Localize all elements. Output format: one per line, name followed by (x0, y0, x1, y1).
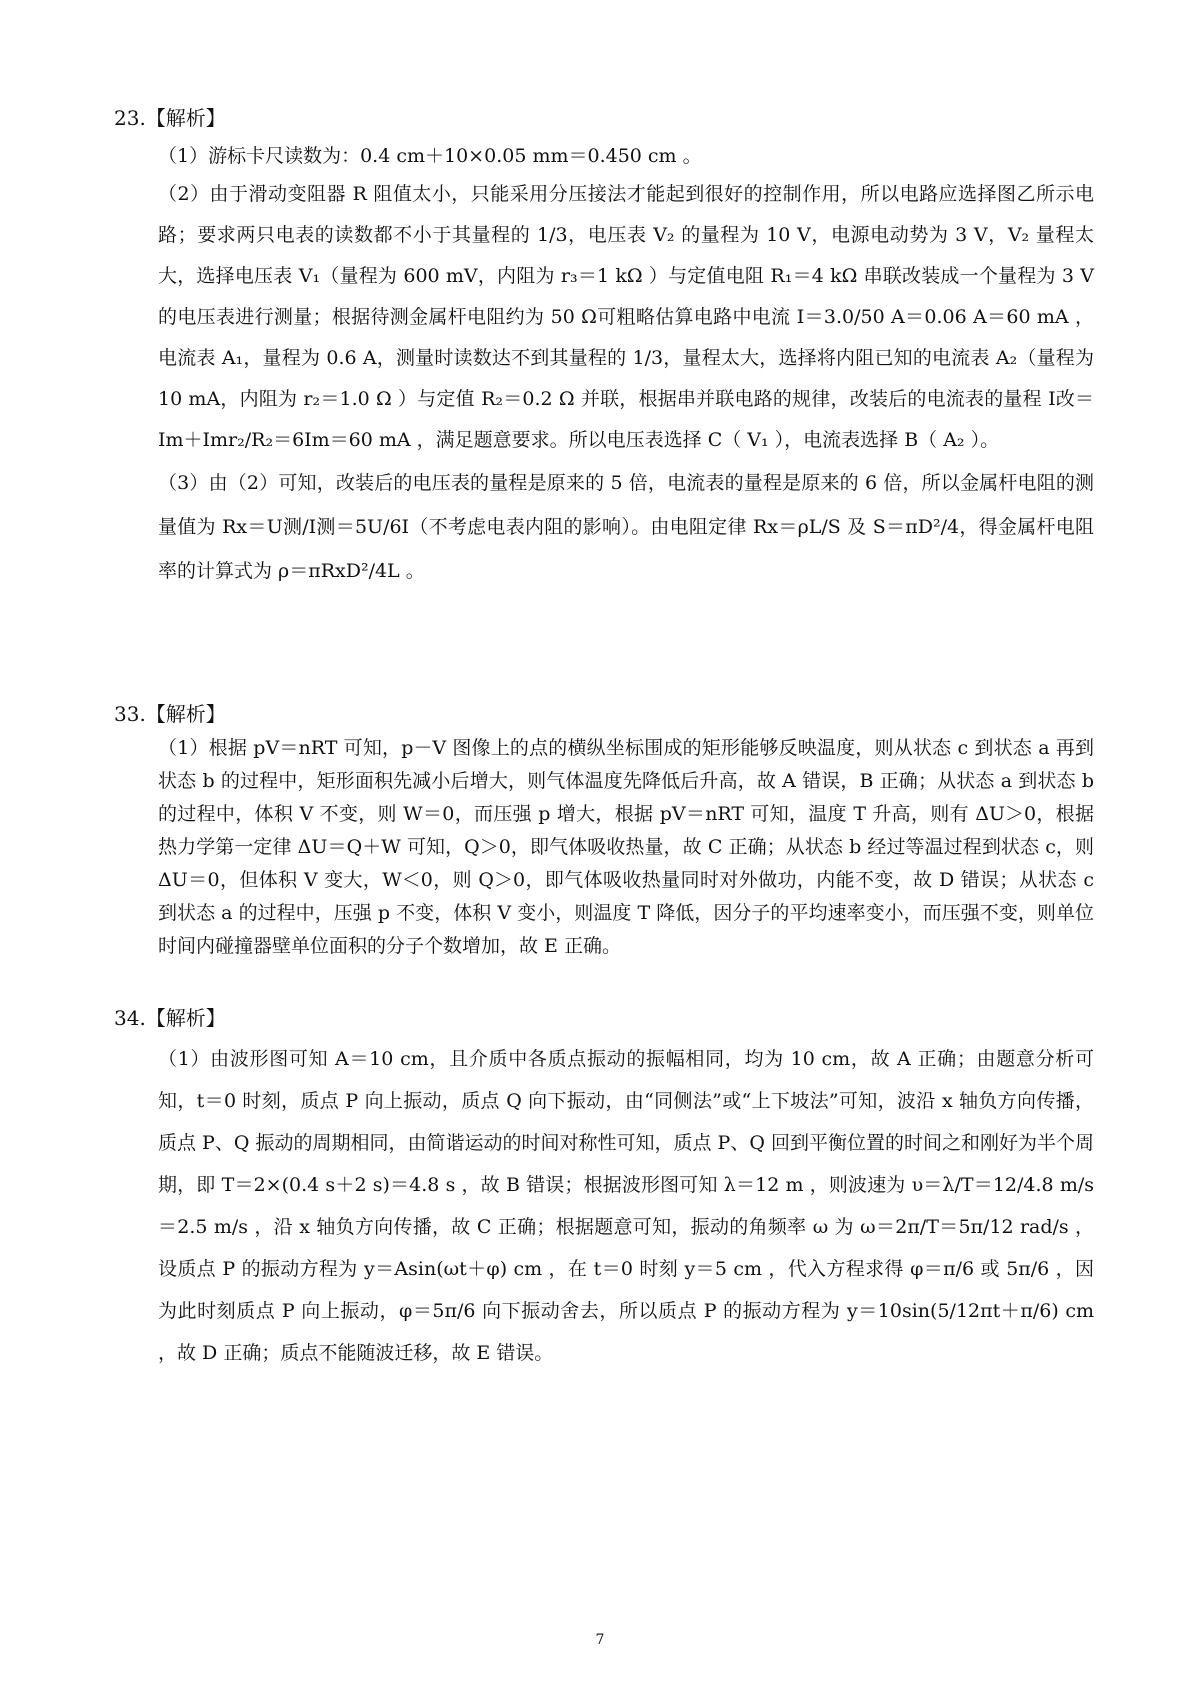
paragraph: （1）游标卡尺读数为：0.4 cm＋10×0.05 mm＝0.450 cm 。 (158, 145, 702, 167)
section-23 (114, 104, 1094, 593)
paragraph: （3）由（2）可知，改装后的电压表的量程是原来的 5 倍，电流表的量程是原来的 6 倍，所以金属杆电阻的测量值为 Rx＝U测/I测＝5U/6I（不考虑电表内阻的影响）。由电阻定律 Rx＝ρL/S 及 S＝πD²/4，得金属杆电阻率的计算式为 ρ＝πRxD²/4L 。 (158, 472, 1094, 582)
section-heading: 23.【解析】 (114, 106, 226, 130)
section-heading: 33.【解析】 (114, 702, 226, 726)
paragraph: （1）由波形图可知 A＝10 cm，且介质中各质点振动的振幅相同，均为 10 cm，故 A 正确；由题意分析可知，t＝0 时刻，质点 P 向上振动，质点 Q 向下振动，由“同侧法”或“上下坡法”可知，波沿 x 轴负方向传播，质点 P、Q 振动的周期相同，由简谐运动的时间对称性可知，质点 P、Q 回到平衡位置的时间之和刚好为半个周期，即 T＝2×(0.4 s＋2 s)＝4.8 s ，故 B 错误；根据波形图可知 λ＝12 m ，则波速为 υ＝λ/T＝12/4.8 m/s＝2.5 m/s ，沿 x 轴负方向传播，故 C 正确；根据题意可知，振动的角频率 ω 为 ω＝2π/T＝5π/12 rad/s ，设质点 P 的振动方程为 y＝Asin(ωt＋φ) cm ，在 t＝0 时刻 y＝5 cm ，代入方程求得 φ＝π/6 或 5π/6 ，因为此时刻质点 P 向上振动，φ＝5π/6 向下振动舍去，所以质点 P 的振动方程为 y＝10sin(5/12πt＋π/6) cm ，故 D 正确；质点不能随波迁移，故 E 错误。 (158, 1048, 1094, 1364)
page-number: 7 (595, 1632, 605, 1648)
section-34 (114, 1004, 1094, 1374)
paragraph: （2）由于滑动变阻器 R 阻值太小，只能采用分压接法才能起到很好的控制作用，所以电路应选择图乙所示电路；要求两只电表的读数都不小于其量程的 1/3，电压表 V₂ 的量程为 10 V，电源电动势为 3 V，V₂ 量程太大，选择电压表 V₁（量程为 600 mV，内阻为 r₃＝1 kΩ ）与定值电阻 R₁＝4 kΩ 串联改装成一个量程为 3 V 的电压表进行测量；根据待测金属杆电阻约为 50 Ω可粗略估算电路中电流 I＝3.0/50 A＝0.06 A＝60 mA ，电流表 A₁，量程为 0.6 A，测量时读数达不到其量程的 1/3，量程太大，选择将内阻已知的电流表 A₂（量程为 10 mA，内阻为 r₂＝1.0 Ω ）与定值 R₂＝0.2 Ω 并联，根据串并联电路的规律，改装后的电流表的量程 I改＝Im＋Imr₂/R₂＝6Im＝60 mA ，满足题意要求。所以电压表选择 C（ V₁ ），电流表选择 B（ A₂ ）。 (158, 183, 1094, 451)
section-33 (114, 700, 1094, 963)
section-heading: 34.【解析】 (114, 1006, 226, 1030)
paragraph: （1）根据 pV＝nRT 可知，p－V 图像上的点的横纵坐标围成的矩形能够反映温度，则从状态 c 到状态 a 再到状态 b 的过程中，矩形面积先减小后增大，则气体温度先降低后升高，故 A 错误，B 正确；从状态 a 到状态 b 的过程中，体积 V 不变，则 W＝0，而压强 p 增大，根据 pV＝nRT 可知，温度 T 升高，则有 ΔU＞0，根据热力学第一定律 ΔU＝Q＋W 可知，Q＞0，即气体吸收热量，故 C 正确；从状态 b 经过等温过程到状态 c，则 ΔU＝0，但体积 V 变大，W＜0，则 Q＞0，即气体吸收热量同时对外做功，内能不变，故 D 错误；从状态 c 到状态 a 的过程中，压强 p 不变，体积 V 变小，则温度 T 降低，因分子的平均速率变小，而压强不变，则单位时间内碰撞器壁单位面积的分子个数增加，故 E 正确。 (158, 737, 1095, 957)
